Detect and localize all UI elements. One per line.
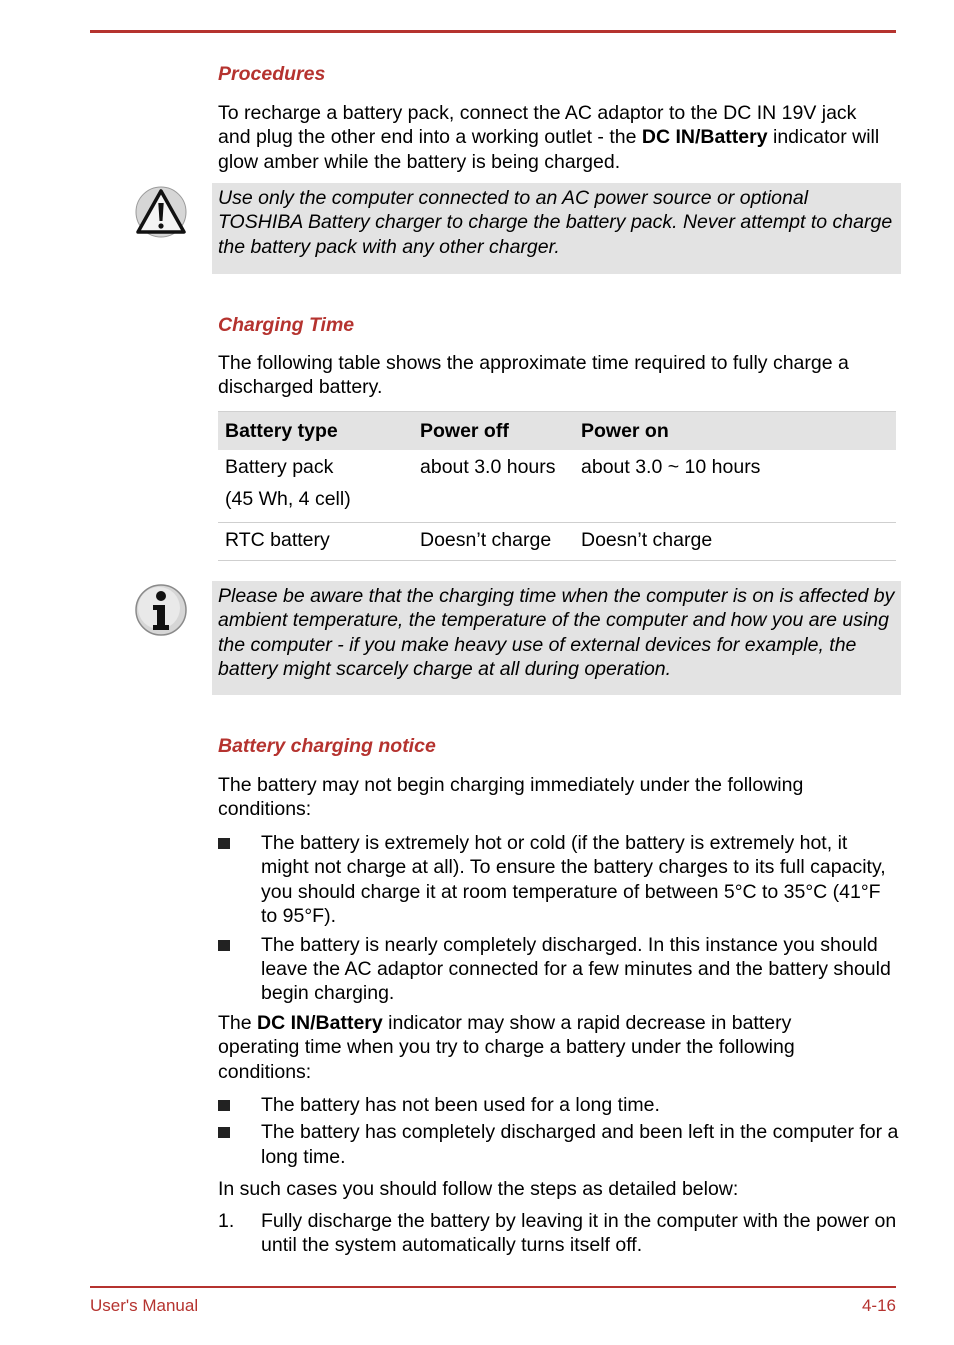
battery-charging-notice-heading: Battery charging notice xyxy=(218,735,436,757)
procedures-heading: Procedures xyxy=(218,63,326,85)
list-item: The battery is extremely hot or cold (if the battery is extremely hot, it might not charge at all). To ensure the battery charges to its full capacity, you should charge it at room temperature of between 5°C to 35°C (41°F to 95°F). xyxy=(218,831,900,929)
notice-paragraph-3: In such cases you should follow the steps as detailed below: xyxy=(218,1178,739,1200)
list-item: The battery has not been used for a long time. xyxy=(218,1093,900,1117)
bullet-icon xyxy=(218,940,230,951)
table-row xyxy=(218,522,896,560)
dc-in-battery-term: DC IN/Battery xyxy=(641,126,768,149)
table-row xyxy=(218,450,896,522)
bullet-icon xyxy=(218,1127,230,1138)
notice-paragraph-2: The DC IN/Battery indicator may show a rapid decrease in battery operating time when you try to charge a battery under the following conditions: xyxy=(218,1012,795,1083)
footer-page-number: 4-16 xyxy=(861,1296,896,1315)
bullet-icon xyxy=(218,1100,230,1111)
info-note xyxy=(212,581,901,695)
list-item: The battery is nearly completely discharged. In this instance you should leave the AC adaptor connected for a few minutes and the battery should begin charging. xyxy=(218,933,900,1006)
dc-in-battery-term: DC IN/Battery xyxy=(257,1012,383,1034)
info-note-text: Please be aware that the charging time when the computer is on is affected by ambient temperature, the temperature of the computer and how you are using the computer - if you make heavy use of external devices for example, the battery might scarcely charge at all during operation. xyxy=(218,585,895,681)
conditions-list xyxy=(218,831,900,1006)
table-cell: Battery pack (45 Wh, 4 cell) xyxy=(218,450,413,522)
warning-note xyxy=(212,183,901,274)
table-header-row xyxy=(218,412,896,451)
bullet-icon xyxy=(218,838,230,849)
steps-list xyxy=(218,1209,900,1258)
header-rule xyxy=(90,30,896,33)
table-header-cell: Battery type xyxy=(218,412,413,451)
list-item: The battery has completely discharged and been left in the computer for a long time. xyxy=(218,1120,900,1169)
rapid-decrease-conditions-list xyxy=(218,1093,900,1169)
table-cell: about 3.0 ~ 10 hours xyxy=(574,450,896,522)
step-number: 1. xyxy=(218,1210,235,1232)
info-icon xyxy=(133,582,189,638)
step-item: 1. Fully discharge the battery by leaving it in the computer with the power on until the system automatically turns itself off. xyxy=(218,1210,897,1257)
charging-time-heading: Charging Time xyxy=(218,314,355,336)
table-cell: RTC battery xyxy=(218,522,413,560)
table-cell: Doesn’t charge xyxy=(574,522,896,560)
table-header-cell: Power on xyxy=(574,412,896,451)
warning-triangle-icon xyxy=(133,184,189,240)
charging-time-table xyxy=(218,411,896,561)
warning-note-text: Use only the computer connected to an AC power source or optional TOSHIBA Battery charger to charge the battery pack. Never attempt to charge the battery pack with any other charger. xyxy=(218,187,893,258)
procedures-paragraph: To recharge a battery pack, connect the AC adaptor to the DC IN 19V jack and plug the other end into a working outlet - the DC IN/Battery indicator will glow amber while the battery is being charged. xyxy=(218,102,880,173)
charging-time-intro: The following table shows the approximate time required to fully charge a discharged battery. xyxy=(218,352,849,399)
footer-rule xyxy=(90,1286,896,1288)
table-cell: Doesn’t charge xyxy=(413,522,574,560)
footer-manual-title: User's Manual xyxy=(90,1296,199,1315)
table-header-cell: Power off xyxy=(413,412,574,451)
battery-spec: (45 Wh, 4 cell) xyxy=(225,488,351,511)
notice-intro: The battery may not begin charging immediately under the following conditions: xyxy=(218,774,804,821)
table-cell: about 3.0 hours xyxy=(413,450,574,522)
